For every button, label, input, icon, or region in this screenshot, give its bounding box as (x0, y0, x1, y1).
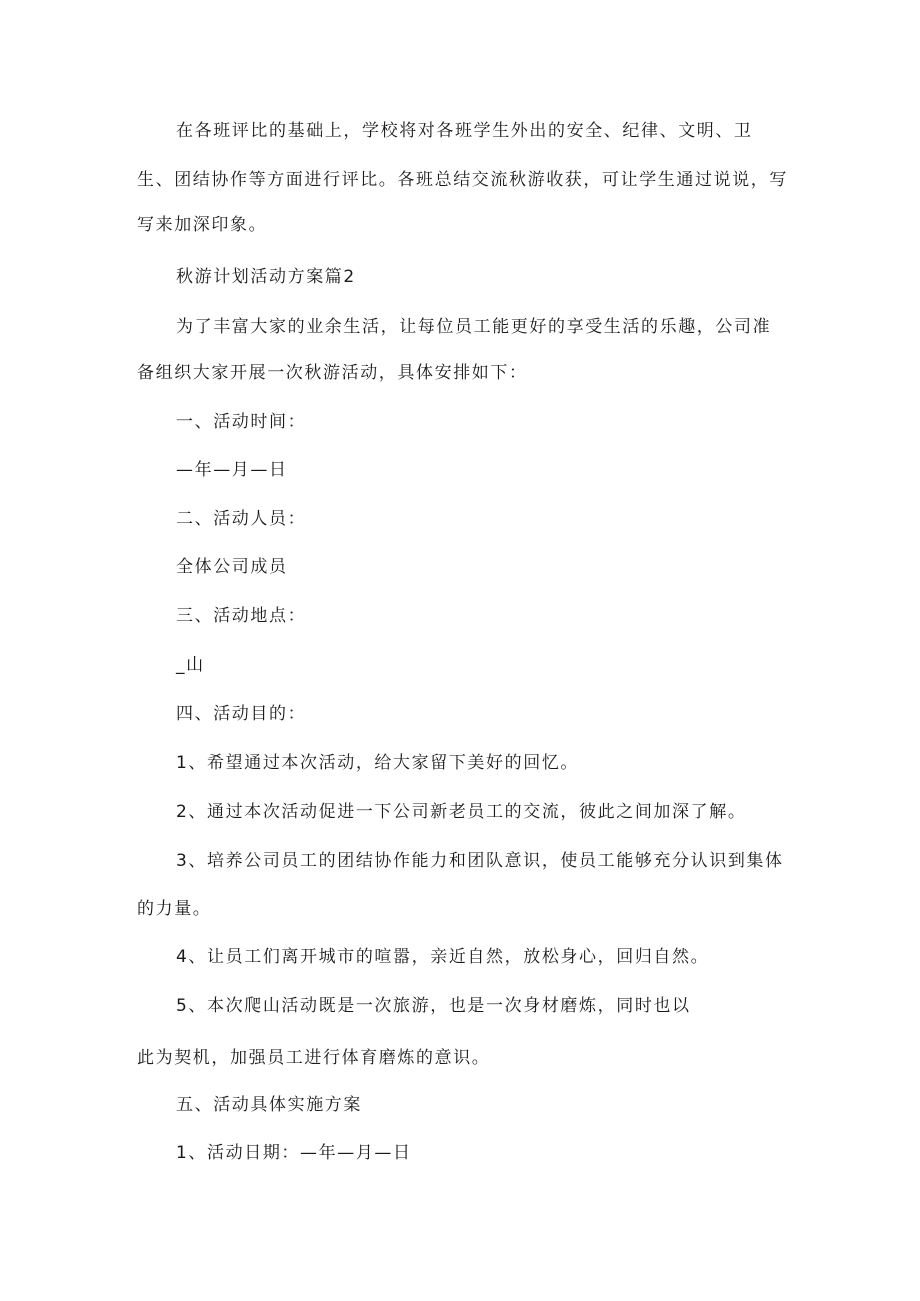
section-title: 二、活动人员： (176, 509, 307, 529)
list-item: 4、让员工们离开城市的喧嚣，亲近自然，放松身心，回归自然。 (176, 947, 710, 967)
section-value: 全体公司成员 (176, 557, 288, 577)
section-title: 三、活动地点： (176, 606, 307, 626)
section-heading: 秋游计划活动方案篇2 (176, 267, 356, 287)
paragraph-line: 在各班评比的基础上，学校将对各班学生外出的安全、纪律、文明、卫 (176, 121, 753, 141)
list-item-continuation: 此为契机，加强员工进行体育磨炼的意识。 (137, 1048, 491, 1068)
paragraph-line: 为了丰富大家的业余生活，让每位员工能更好的享受生活的乐趣，公司准 (176, 317, 772, 337)
section-title: 五、活动具体实施方案 (176, 1095, 362, 1115)
list-item: 1、希望通过本次活动，给大家留下美好的回忆。 (176, 753, 580, 773)
list-item: 2、通过本次活动促进一下公司新老员工的交流，彼此之间加深了解。 (176, 802, 747, 822)
section-title: 四、活动目的： (176, 704, 307, 724)
paragraph-line: 生、团结协作等方面进行评比。各班总结交流秋游收获，可让学生通过说说，写 (137, 170, 788, 190)
paragraph-line: 写来加深印象。 (137, 215, 268, 235)
list-item: 3、培养公司员工的团结协作能力和团队意识，使员工能够充分认识到集体 (176, 851, 784, 871)
section-title: 一、活动时间： (176, 412, 307, 432)
list-item: 5、本次爬山活动既是一次旅游，也是一次身材磨炼，同时也以 (176, 996, 691, 1016)
section-value: —年—月—日 (176, 460, 288, 480)
paragraph-line: 备组织大家开展一次秋游活动，具体安排如下： (137, 363, 528, 383)
list-item: 1、活动日期：—年—月—日 (176, 1143, 412, 1163)
list-item-continuation: 的力量。 (137, 899, 212, 919)
section-value: _山 (176, 655, 205, 675)
